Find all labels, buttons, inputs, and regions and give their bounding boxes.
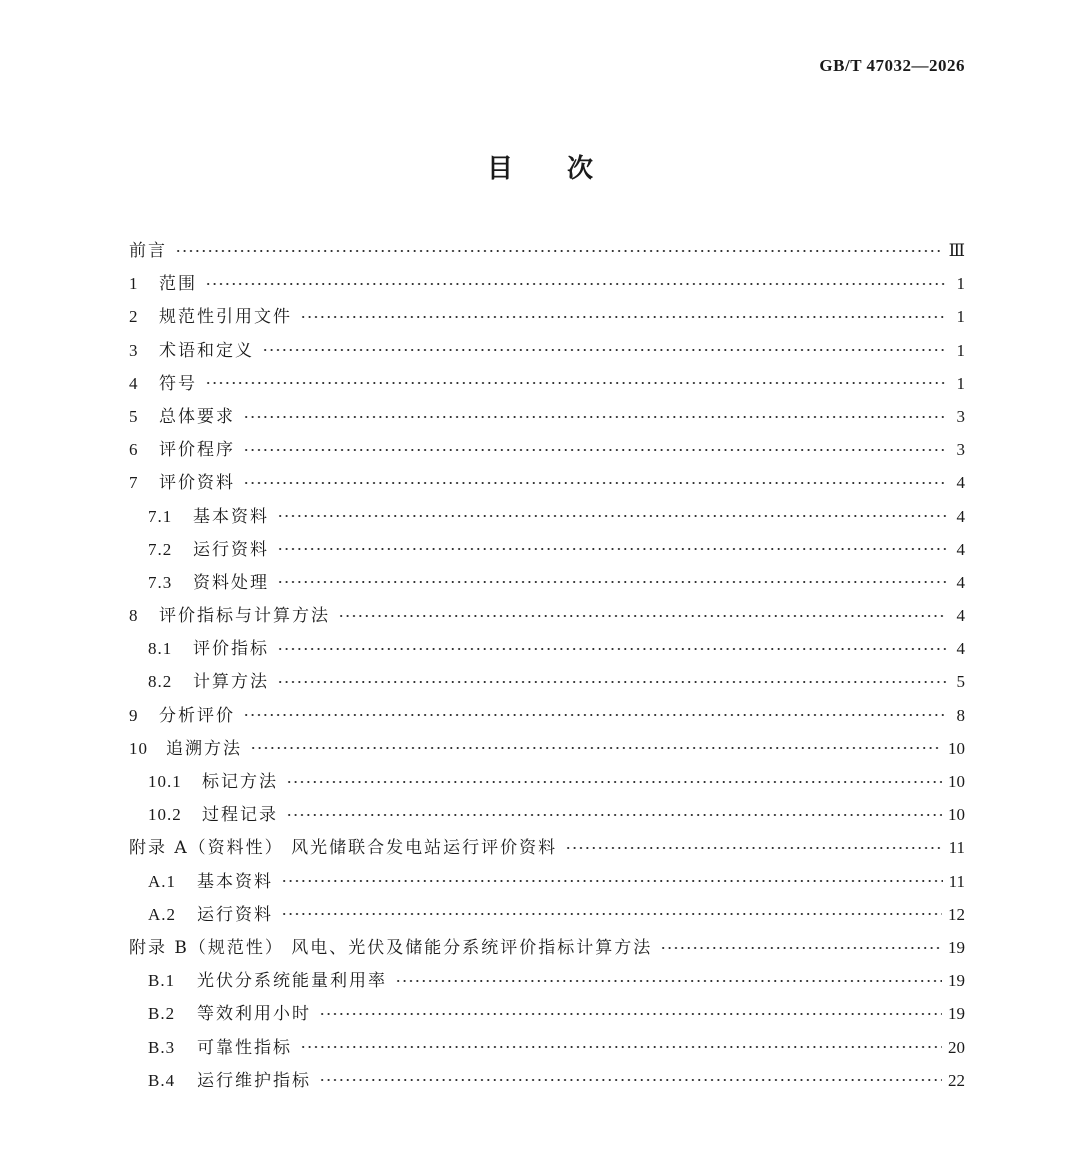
toc-entry-label: 总体要求 [159, 406, 235, 427]
dot-leader [319, 1012, 942, 1016]
toc-entry-number: 7.2 [148, 539, 173, 559]
toc-entry-a-1[interactable] [129, 865, 965, 898]
toc-entry-label: 评价指标与计算方法 [159, 606, 330, 627]
dot-leader [300, 315, 947, 319]
toc-entry-page: 10 [948, 738, 965, 758]
toc-entry-label: 资料处理 [193, 572, 269, 593]
toc-entry-b-3[interactable] [129, 1031, 965, 1064]
toc-entry-number: 10.2 [148, 805, 182, 825]
toc-entry-number: 7.3 [148, 572, 173, 592]
toc-entry-page: 10 [948, 805, 965, 825]
toc-entry-7-3[interactable] [129, 566, 965, 599]
toc-entry-b-2[interactable] [129, 997, 965, 1030]
toc-entry-appendix-a[interactable] [129, 831, 965, 864]
toc-entry-number: B.3 [148, 1037, 176, 1057]
toc-entry-number: 1 [129, 274, 139, 294]
toc-entry-number: 10.1 [148, 772, 182, 791]
toc-entry-label: 规范性引用文件 [159, 307, 292, 328]
toc-entry-number: B.1 [148, 971, 176, 991]
dot-leader [660, 946, 942, 950]
toc-entry-5[interactable] [129, 400, 965, 433]
toc-entry-label: 评价程序 [159, 440, 235, 461]
toc-entry-page: 4 [956, 539, 965, 559]
toc-entry-number: 7.1 [148, 506, 173, 526]
toc-entry-7-1[interactable] [129, 500, 965, 533]
toc-entry-label: 运行资料 [197, 904, 273, 925]
toc-entry-10-1[interactable] [129, 765, 965, 798]
toc-entry-number: A.1 [148, 871, 177, 891]
toc-entry-page: 8 [956, 705, 965, 725]
toc-entry-page: 22 [948, 1070, 965, 1090]
toc-entry-1[interactable] [129, 267, 965, 300]
dot-leader [243, 713, 947, 717]
dot-leader [319, 1078, 942, 1082]
toc-entry-page: 1 [956, 274, 965, 294]
toc-entry-10[interactable] [129, 732, 965, 765]
toc-entry-label: 运行资料 [193, 539, 269, 560]
toc-entry-page: 4 [956, 606, 965, 626]
toc-entry-page: 1 [956, 340, 965, 360]
toc-entry-label: 基本资料 [197, 871, 273, 892]
toc-entry-page: 19 [948, 971, 965, 991]
table-of-contents [129, 234, 965, 1097]
toc-entry-page: 12 [948, 904, 965, 924]
toc-entry-number: 8.1 [148, 639, 173, 659]
toc-entry-page: 4 [956, 639, 965, 659]
toc-entry-a-2[interactable] [129, 898, 965, 931]
dot-leader [565, 846, 943, 850]
toc-entry-number: 6 [129, 440, 139, 460]
toc-entry-label: 前言 [129, 241, 167, 261]
toc-entry-number: 10 [129, 738, 148, 758]
toc-entry-label: 追溯方法 [166, 738, 242, 759]
toc-entry-page: 10 [948, 772, 965, 791]
toc-entry-4[interactable] [129, 367, 965, 400]
toc-entry-page: 3 [956, 406, 965, 426]
dot-leader [205, 381, 947, 385]
dot-leader [281, 879, 943, 883]
toc-entry-label: 评价资料 [159, 473, 235, 494]
toc-entry-number: 5 [129, 406, 139, 426]
toc-entry-number: 2 [129, 307, 139, 327]
toc-entry-label: 光伏分系统能量利用率 [197, 971, 387, 992]
dot-leader [205, 282, 947, 286]
toc-entry-10-2[interactable] [129, 798, 965, 831]
toc-entry-label: 附录 B（规范性） 风电、光伏及储能分系统评价指标计算方法 [129, 937, 653, 958]
toc-entry-page: Ⅲ [948, 241, 965, 260]
toc-entry-preface[interactable] [129, 234, 965, 267]
toc-entry-number: 8.2 [148, 672, 173, 692]
dot-leader [243, 448, 947, 452]
toc-entry-8-2[interactable] [129, 665, 965, 698]
toc-entry-9[interactable] [129, 699, 965, 732]
toc-entry-label: 评价指标 [193, 639, 269, 660]
toc-entry-label: 可靠性指标 [197, 1037, 292, 1058]
dot-leader [338, 614, 947, 618]
dot-leader [277, 580, 947, 584]
toc-entry-label: 术语和定义 [159, 340, 254, 361]
dot-leader [281, 912, 942, 916]
toc-entry-number: 9 [129, 705, 139, 725]
toc-entry-6[interactable] [129, 433, 965, 466]
toc-entry-appendix-b[interactable] [129, 931, 965, 964]
toc-entry-b-1[interactable] [129, 964, 965, 997]
toc-entry-page: 1 [956, 307, 965, 327]
toc-entry-number: 4 [129, 373, 139, 393]
toc-entry-page: 19 [948, 937, 965, 957]
toc-entry-number: B.2 [148, 1004, 176, 1024]
toc-entry-page: 1 [956, 373, 965, 393]
dot-leader [243, 481, 947, 485]
toc-entry-label: 等效利用小时 [197, 1004, 311, 1025]
dot-leader [277, 514, 947, 518]
toc-entry-3[interactable] [129, 334, 965, 367]
standard-code: GB/T 47032—2026 [819, 56, 965, 75]
dot-leader [277, 680, 947, 684]
toc-entry-label: 范围 [159, 274, 197, 295]
dot-leader [262, 348, 947, 352]
toc-entry-7-2[interactable] [129, 533, 965, 566]
toc-entry-8[interactable] [129, 599, 965, 632]
dot-leader [250, 746, 942, 750]
toc-entry-page: 5 [956, 672, 965, 692]
toc-entry-label: 计算方法 [193, 672, 269, 693]
toc-entry-number: B.4 [148, 1070, 176, 1090]
toc-entry-label: 基本资料 [193, 506, 269, 527]
toc-entry-label: 附录 A（资料性） 风光储联合发电站运行评价资料 [129, 838, 558, 859]
toc-entry-page: 4 [956, 506, 965, 526]
dot-leader [286, 780, 942, 784]
toc-entry-label: 运行维护指标 [197, 1070, 311, 1091]
dot-leader [395, 979, 942, 983]
page-title: 目次 [486, 154, 647, 184]
toc-entry-page: 3 [956, 440, 965, 460]
dot-leader [277, 547, 947, 551]
toc-entry-label: 过程记录 [202, 805, 278, 826]
toc-entry-page: 11 [948, 838, 965, 858]
dot-leader [175, 249, 943, 253]
dot-leader [300, 1045, 942, 1049]
toc-entry-7[interactable] [129, 466, 965, 499]
toc-entry-8-1[interactable] [129, 632, 965, 665]
toc-entry-label: 标记方法 [202, 772, 278, 792]
toc-entry-number: 3 [129, 340, 139, 360]
toc-entry-page: 4 [956, 572, 965, 592]
dot-leader [277, 647, 947, 651]
toc-entry-page: 11 [948, 871, 965, 891]
toc-entry-number: 7 [129, 473, 139, 493]
toc-entry-page: 20 [948, 1037, 965, 1057]
toc-entry-page: 19 [948, 1004, 965, 1024]
toc-entry-number: A.2 [148, 904, 177, 924]
toc-entry-label: 符号 [159, 373, 197, 394]
toc-entry-2[interactable] [129, 300, 965, 333]
dot-leader [286, 813, 942, 817]
toc-entry-b-4[interactable] [129, 1064, 965, 1097]
toc-entry-page: 4 [956, 473, 965, 493]
dot-leader [243, 415, 947, 419]
toc-entry-number: 8 [129, 606, 139, 626]
toc-entry-label: 分析评价 [159, 705, 235, 726]
